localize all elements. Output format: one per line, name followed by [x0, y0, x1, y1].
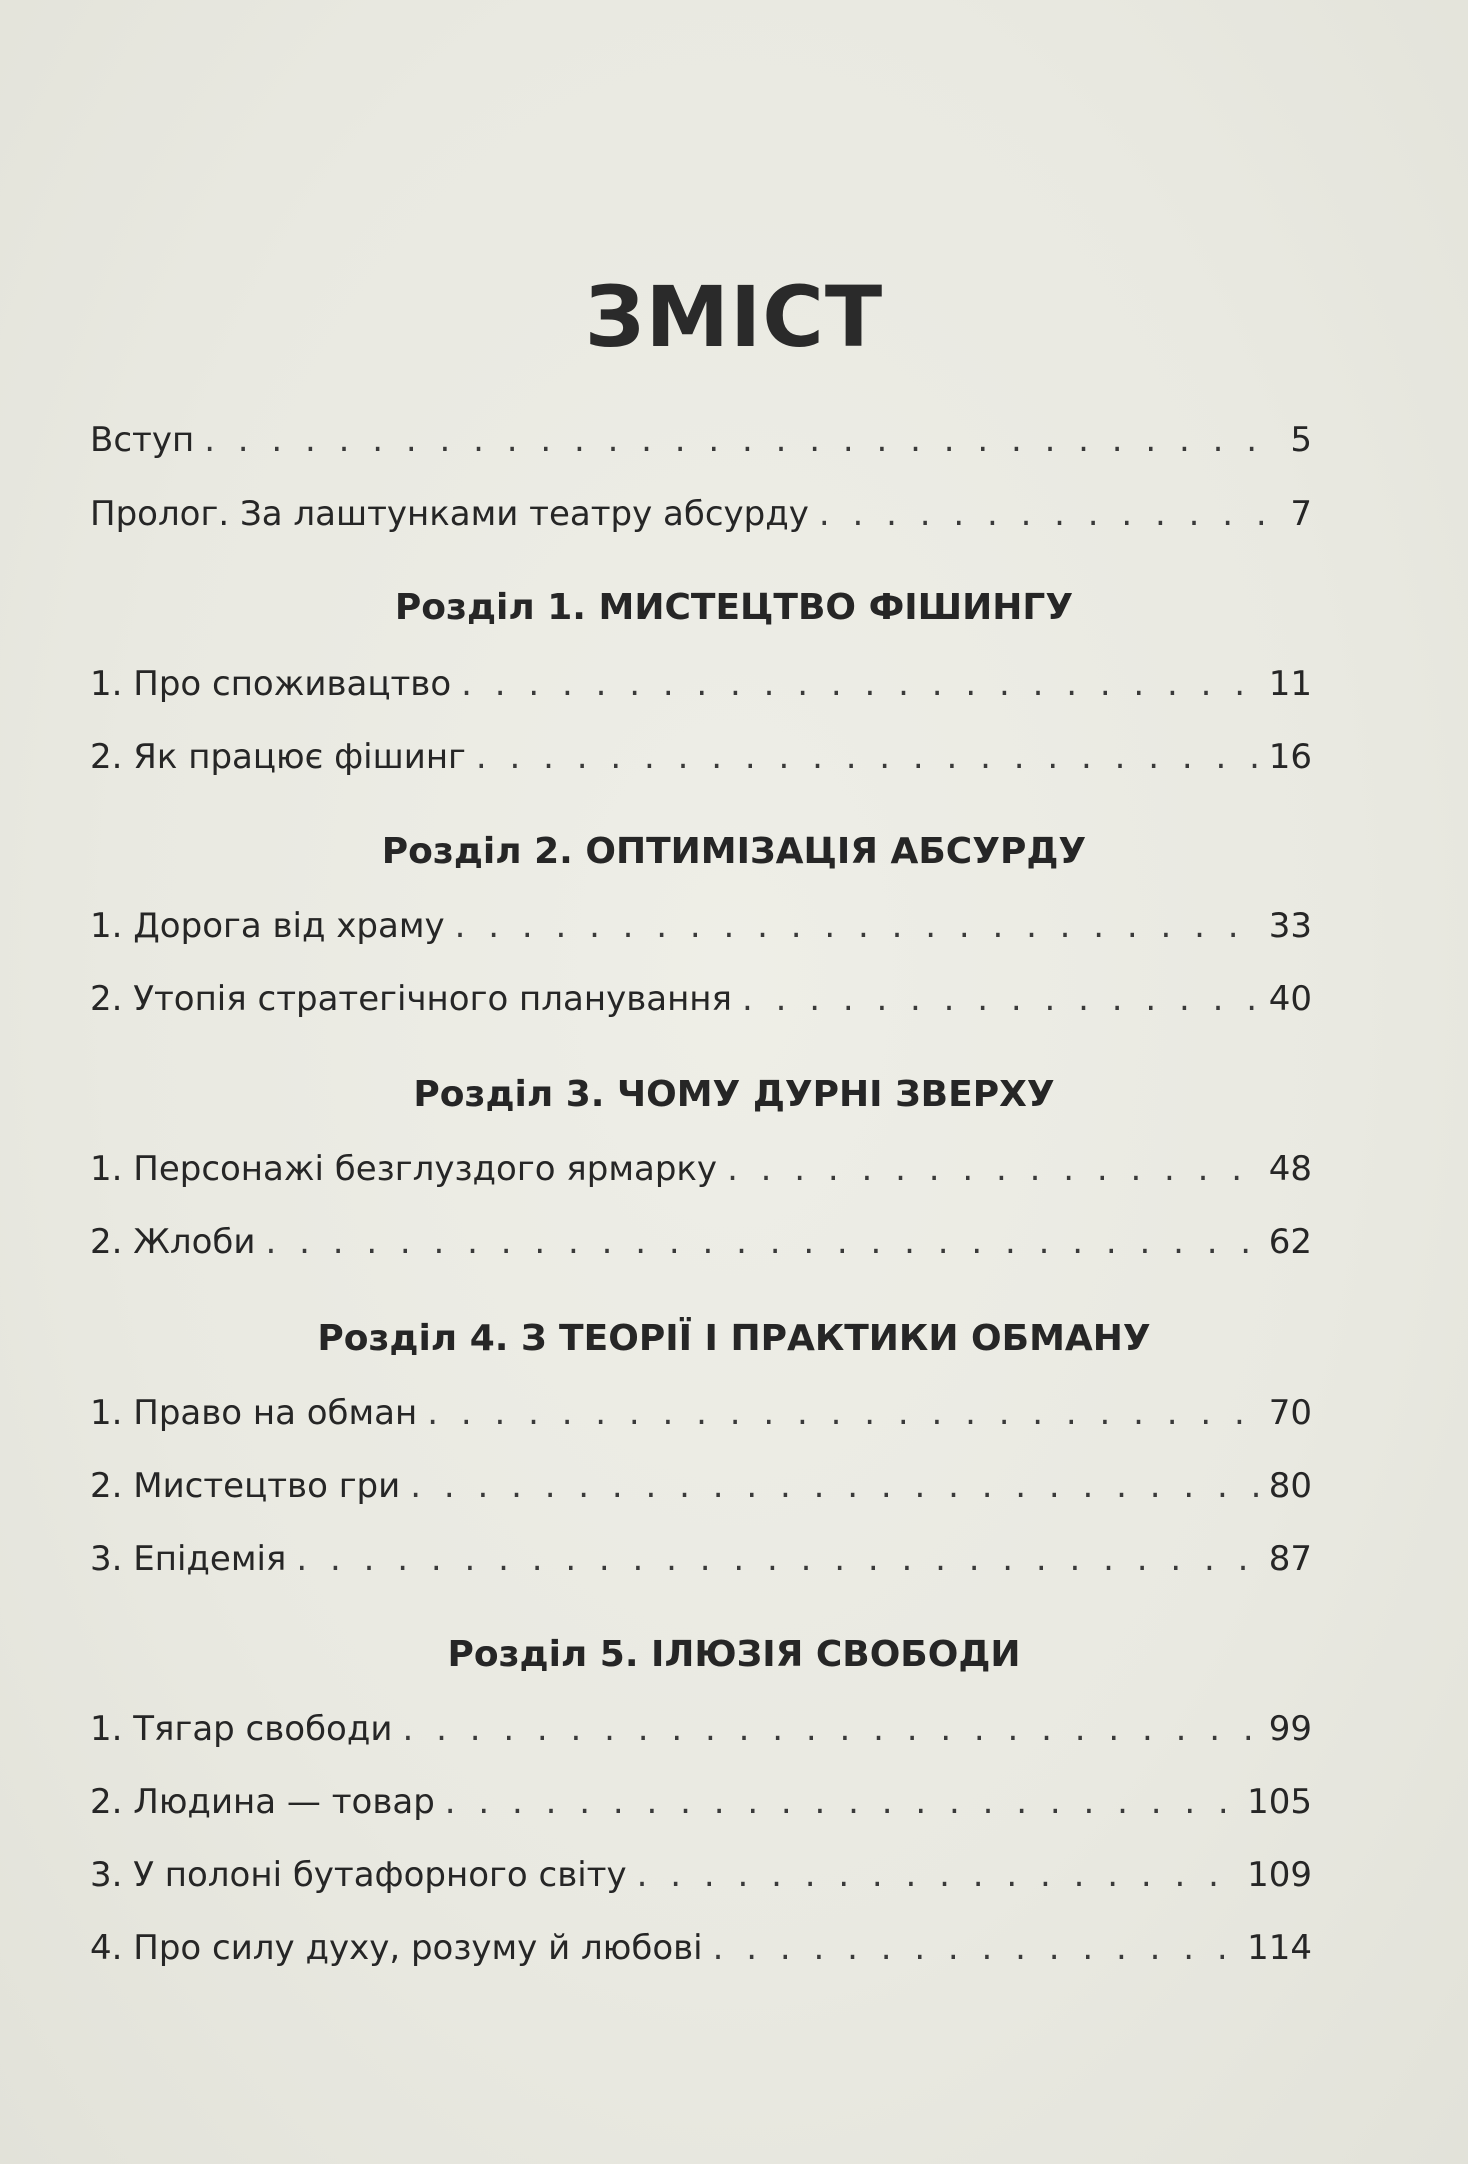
dot-leader [637, 1853, 1237, 1897]
toc-entry-page: 109 [1247, 1855, 1312, 1895]
toc-entry-label: Пролог. За лаштунками театру абсурду [90, 494, 809, 534]
page-title: ЗМІСТ [584, 268, 884, 366]
toc-entry-page: 80 [1268, 1466, 1312, 1506]
dot-leader [713, 1926, 1237, 1970]
dot-leader [742, 977, 1259, 1021]
toc-entry [90, 1537, 1312, 1581]
dot-leader [727, 1147, 1259, 1191]
section-heading: Розділ 5. ІЛЮЗІЯ СВОБОДИ [447, 1634, 1021, 1675]
toc-entry [90, 1147, 1312, 1191]
toc-entry-page: 48 [1268, 1149, 1312, 1189]
toc-entry-page: 114 [1247, 1928, 1312, 1968]
dot-leader [296, 1537, 1258, 1581]
toc-entry-label: 2. Як працює фішинг [90, 737, 466, 777]
toc-entry-label: 1. Персонажі безглуздого ярмарку [90, 1149, 718, 1189]
toc-entry-label: 2. Мистецтво гри [90, 1466, 401, 1506]
toc-entry-label: 2. Жлоби [90, 1222, 256, 1262]
toc-entry-label: 3. У полоні бутафорного світу [90, 1855, 627, 1895]
dot-leader [476, 735, 1259, 779]
section-heading: Розділ 2. ОПТИМІЗАЦІЯ АБСУРДУ [381, 831, 1087, 872]
toc-entry-page: 7 [1290, 494, 1312, 534]
toc-entry [90, 418, 1312, 462]
dot-leader [461, 662, 1259, 706]
toc-entry-page: 87 [1268, 1539, 1312, 1579]
toc-entry-page: 99 [1268, 1709, 1312, 1749]
toc-entry-label: 1. Про споживацтво [90, 664, 452, 704]
toc-entry [90, 977, 1312, 1021]
toc-entry-page: 11 [1268, 664, 1312, 704]
toc-entry-label: 3. Епідемія [90, 1539, 287, 1579]
dot-leader [402, 1707, 1258, 1751]
dot-leader [410, 1464, 1259, 1508]
toc-entry-label: 1. Право на обман [90, 1393, 418, 1433]
toc-entry-page: 105 [1247, 1782, 1312, 1822]
toc-entry-page: 33 [1268, 906, 1312, 946]
toc-entry-page: 70 [1268, 1393, 1312, 1433]
toc-entry [90, 1464, 1312, 1508]
toc-entry-label: 2. Утопія стратегічного планування [90, 979, 732, 1019]
dot-leader [455, 904, 1259, 948]
toc-entry [90, 1707, 1312, 1751]
section-heading: Розділ 4. З ТЕОРІЇ І ПРАКТИКИ ОБМАНУ [317, 1318, 1151, 1359]
toc-entry-label: 2. Людина — товар [90, 1782, 435, 1822]
toc-entry-page: 16 [1268, 737, 1312, 777]
toc-entry [90, 1220, 1312, 1264]
toc-entry-page: 40 [1268, 979, 1312, 1019]
toc-entry [90, 904, 1312, 948]
dot-leader [819, 492, 1280, 536]
dot-leader [427, 1391, 1259, 1435]
toc-entry [90, 1853, 1312, 1897]
section-heading: Розділ 1. МИСТЕЦТВО ФІШИНГУ [394, 587, 1074, 628]
toc-entry [90, 1926, 1312, 1970]
toc-entry [90, 1780, 1312, 1824]
section-heading: Розділ 3. ЧОМУ ДУРНІ ЗВЕРХУ [413, 1074, 1055, 1115]
toc-entry-page: 62 [1268, 1222, 1312, 1262]
toc-entry-label: 1. Дорога від храму [90, 906, 445, 946]
toc-entry [90, 492, 1312, 536]
dot-leader [265, 1220, 1258, 1264]
dot-leader [445, 1780, 1237, 1824]
toc-entry-label: 1. Тягар свободи [90, 1709, 393, 1749]
toc-entry [90, 735, 1312, 779]
toc-entry-label: Вступ [90, 420, 195, 460]
toc-entry [90, 662, 1312, 706]
toc-entry-label: 4. Про силу духу, розуму й любові [90, 1928, 703, 1968]
dot-leader [204, 418, 1280, 462]
toc-entry [90, 1391, 1312, 1435]
toc-entry-page: 5 [1290, 420, 1312, 460]
